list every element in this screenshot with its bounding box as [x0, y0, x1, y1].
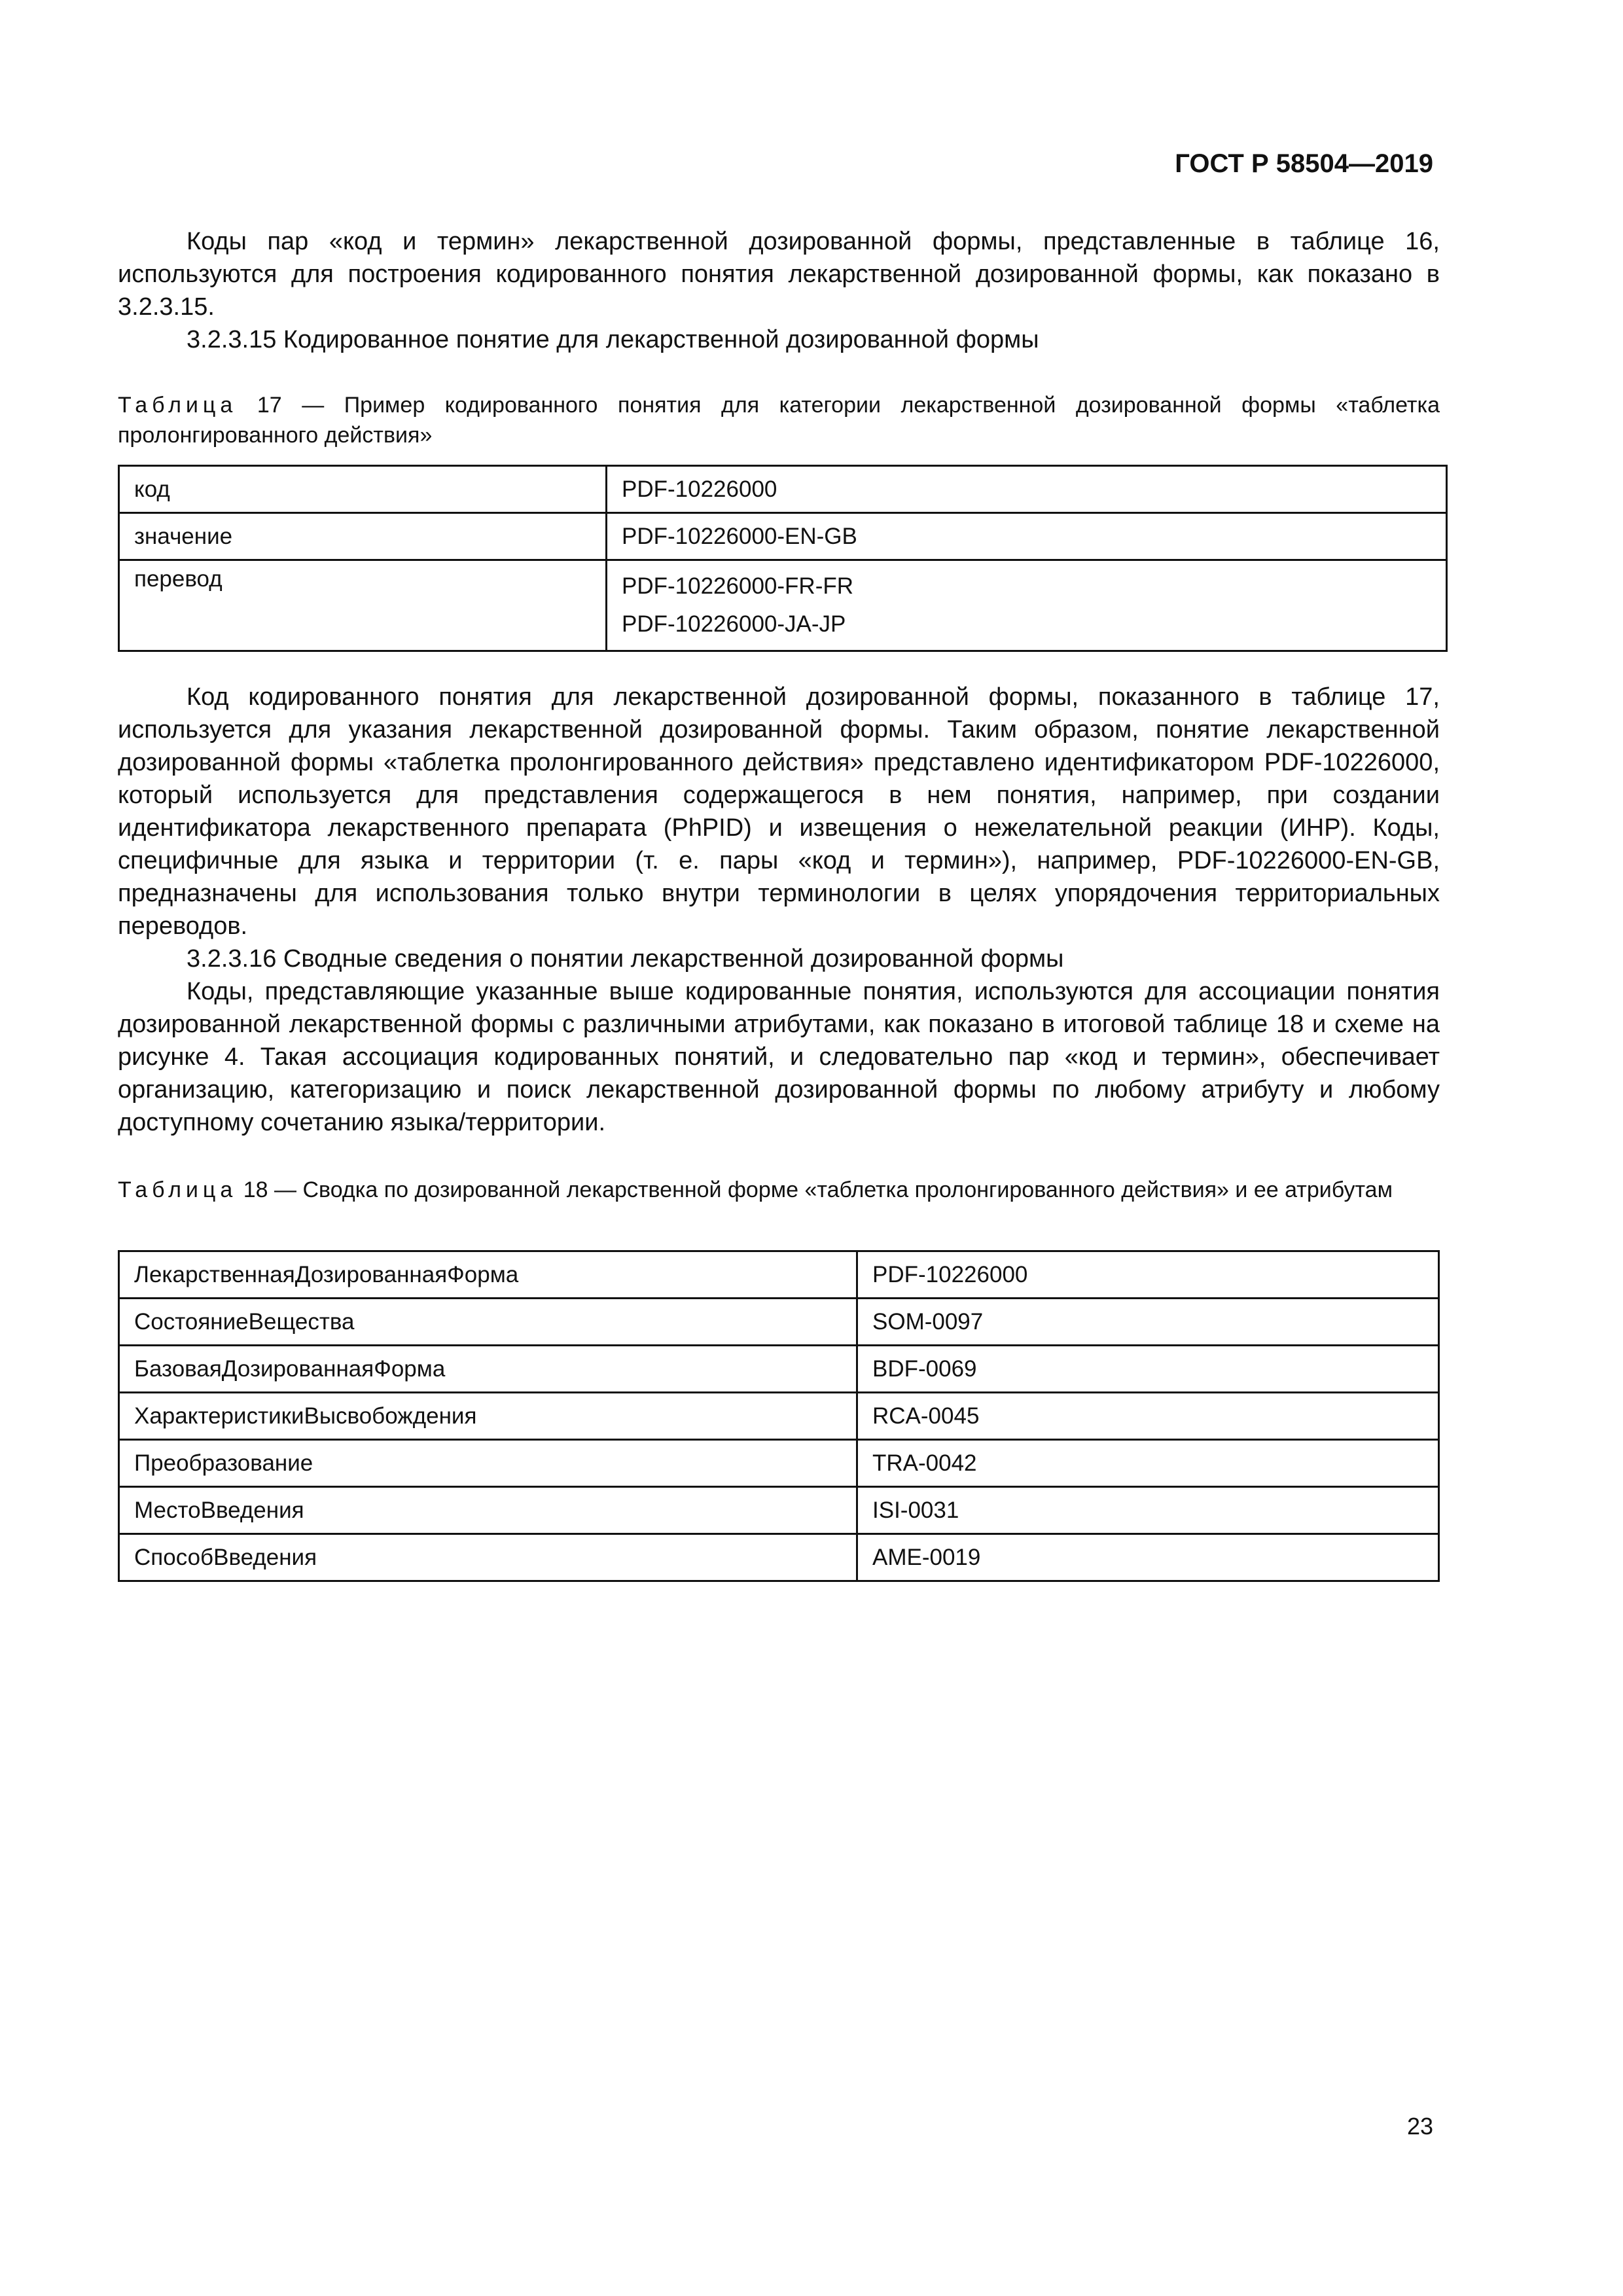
table17-caption-label: Таблица [118, 393, 238, 418]
table18-key-cell: ХарактеристикиВысвобождения [119, 1393, 857, 1440]
page-number: 23 [1406, 2113, 1433, 2140]
table-row [119, 513, 1447, 560]
paragraph-code-usage: Код кодированного понятия для лекарственной дозированной формы, показанного в таблице 17, используется для указания лекарственной дозированной формы. Таким образом, понятие лекарственной дозированной формы «таблетка пролонгированного действия» представлено идентификатором PDF-10226000, который используется для представления содержащегося в нем понятия, например, при создании идентификатора лекарственного препарата (PhPID) и извещения о нежелательной реакции (ИНР). Коды, специфичные для языка и территории (т. е. пары «код и термин»), например, PDF-10226000-EN-GB, предназначены для использования только внутри терминологии в целях упорядочения территориальных переводов. [118, 683, 1440, 940]
table-row [119, 1299, 1439, 1346]
table18-value-cell: BDF-0069 [857, 1346, 1439, 1393]
table17-value-cell [607, 560, 1447, 651]
table-row [119, 560, 1447, 651]
table17-key-cell: код [119, 466, 607, 513]
table18 [118, 1250, 1440, 1582]
table-row [119, 1346, 1439, 1393]
table18-key-cell: СпособВведения [119, 1534, 857, 1581]
table17 [118, 465, 1448, 652]
table18-value-cell: AME-0019 [857, 1534, 1439, 1581]
table18-key-cell: МестоВведения [119, 1487, 857, 1534]
table17-caption-text: 17 — Пример кодированного понятия для категории лекарственной дозированной формы «таблетка пролонгированного действия» [118, 393, 1440, 448]
table17-caption [118, 390, 1440, 450]
table18-key-cell: СостояниеВещества [119, 1299, 857, 1346]
table-row [119, 466, 1447, 513]
table17-key-cell: перевод [119, 560, 607, 651]
table18-value-cell: SOM-0097 [857, 1299, 1439, 1346]
table18-key-cell: БазоваяДозированнаяФорма [119, 1346, 857, 1393]
table17-translation-value: PDF-10226000-FR-FR [622, 573, 853, 599]
section-heading-3-2-3-16: 3.2.3.16 Сводные сведения о понятии лекарственной дозированной формы [187, 945, 1064, 973]
table18-caption-text: 18 — Сводка по дозированной лекарственной форме «таблетка пролонгированного действия» и ее атрибутам [243, 1177, 1393, 1202]
table18-key-cell: Преобразование [119, 1440, 857, 1487]
table17-translation-value: PDF-10226000-JA-JP [622, 611, 846, 637]
table18-caption [118, 1175, 1440, 1205]
table-row [119, 1393, 1439, 1440]
table18-caption-label: Таблица [118, 1177, 238, 1202]
table-row [119, 1440, 1439, 1487]
table-row [119, 1534, 1439, 1581]
table18-value-cell: PDF-10226000 [857, 1251, 1439, 1299]
document-code-header: ГОСТ Р 58504—2019 [1175, 149, 1433, 178]
table-row [119, 1487, 1439, 1534]
paragraph-association: Коды, представляющие указанные выше кодированные понятия, используются для ассоциации понятия дозированной лекарственной формы с различными атрибутами, как показано в итоговой таблице 18 и схеме на рисунке 4. Такая ассоциация кодированных понятий, и следовательно пар «код и термин», обеспечивает организацию, категоризацию и поиск лекарственной дозированной формы по любому атрибуту и любому доступному сочетанию языка/территории. [118, 978, 1440, 1136]
table17-key-cell: значение [119, 513, 607, 560]
table18-value-cell: RCA-0045 [857, 1393, 1439, 1440]
paragraph-intro: Коды пар «код и термин» лекарственной дозированной формы, представленные в таблице 16, используются для построения кодированного понятия лекарственной дозированной формы, как показано в 3.2.3.15. [118, 228, 1440, 321]
section-heading-3-2-3-15: 3.2.3.15 Кодированное понятие для лекарственной дозированной формы [187, 326, 1039, 353]
table18-key-cell: ЛекарственнаяДозированнаяФорма [119, 1251, 857, 1299]
table18-value-cell: ISI-0031 [857, 1487, 1439, 1534]
table17-value-cell: PDF-10226000-EN-GB [607, 513, 1447, 560]
table17-value-cell: PDF-10226000 [607, 466, 1447, 513]
table-row [119, 1251, 1439, 1299]
table18-value-cell: TRA-0042 [857, 1440, 1439, 1487]
